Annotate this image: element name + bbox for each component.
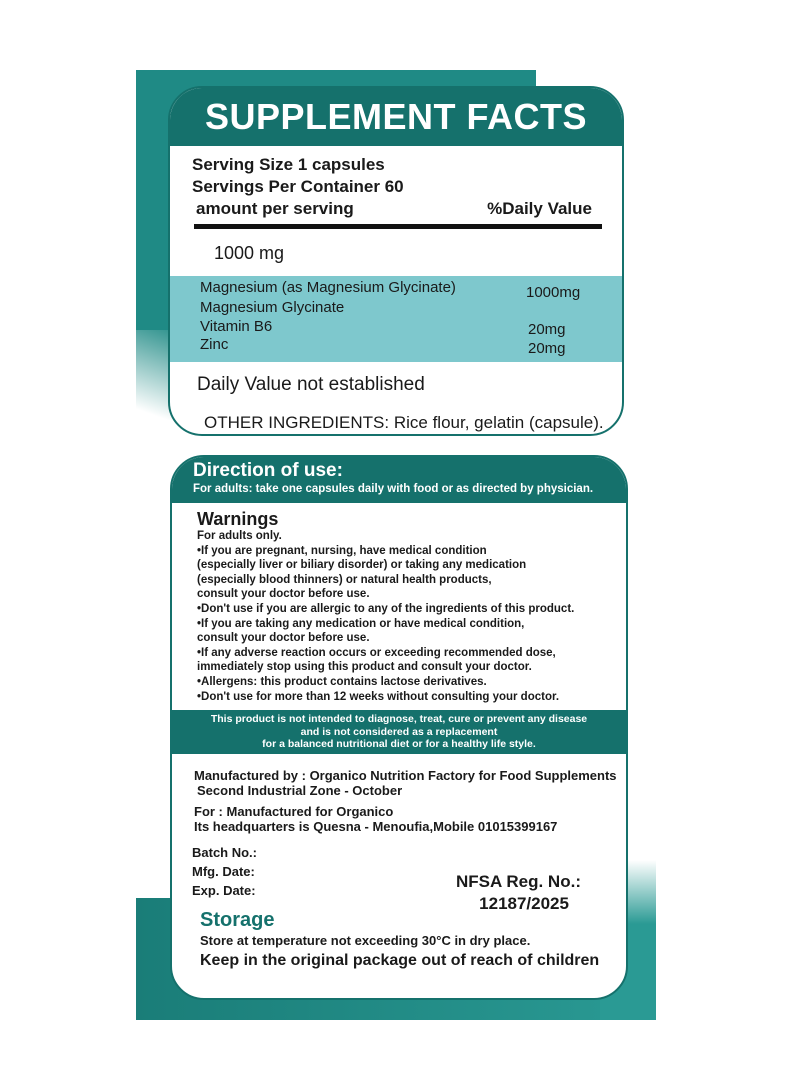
daily-value-header: %Daily Value bbox=[487, 199, 592, 218]
batch-codes bbox=[192, 843, 257, 900]
ingredients-table bbox=[170, 276, 622, 362]
amount-per-serving: amount per serving bbox=[196, 199, 354, 218]
warning-line: (especially liver or biliary disorder) or taking any medication bbox=[197, 559, 527, 572]
warning-line: •If you are pregnant, nursing, have medical condition bbox=[197, 544, 487, 557]
warning-line: immediately stop using this product and consult your doctor. bbox=[197, 661, 532, 674]
daily-value-note: Daily Value not established bbox=[197, 374, 425, 395]
supplement-facts-title: SUPPLEMENT FACTS bbox=[204, 96, 588, 137]
warning-line: •Don't use if you are allergic to any of the ingredients of this product. bbox=[197, 602, 575, 615]
warning-line: •If any adverse reaction occurs or exceeding recommended dose, bbox=[197, 646, 556, 659]
warning-line: •If you are taking any medication or have medical condition, bbox=[197, 617, 525, 630]
ingredient-name: Magnesium (as Magnesium Glycinate) bbox=[200, 279, 456, 296]
storage-children-warning: Keep in the original package out of reach of children bbox=[200, 952, 600, 969]
supplement-facts-header bbox=[170, 88, 622, 146]
ingredient-name: Vitamin B6 bbox=[200, 318, 273, 335]
warnings-section bbox=[172, 503, 626, 704]
storage-section bbox=[200, 909, 599, 972]
directions-text: For adults: take one capsules daily with food or as directed by physician. bbox=[193, 483, 594, 495]
other-ingredients: OTHER INGREDIENTS: Rice flour, gelatin (capsule). bbox=[204, 413, 604, 432]
disclaimer-line: for a balanced nutritional diet or for a healthy life style. bbox=[262, 738, 536, 751]
directions-panel bbox=[170, 455, 628, 1000]
ingredient-value: 20mg bbox=[528, 340, 566, 357]
manufacturer-address: Second Industrial Zone - October bbox=[197, 783, 403, 799]
exp-date-label: Exp. Date: bbox=[192, 883, 256, 898]
supplement-facts-panel bbox=[168, 86, 624, 436]
directions-title: Direction of use: bbox=[193, 460, 343, 481]
servings-per-container: Servings Per Container 60 bbox=[192, 177, 404, 196]
serving-info bbox=[170, 146, 622, 220]
ingredient-value: 20mg bbox=[528, 321, 566, 338]
serving-header-row bbox=[192, 198, 622, 220]
batch-number-label: Batch No.: bbox=[192, 845, 257, 860]
manufacturer-line: Manufactured by : Organico Nutrition Factory for Food Supplements bbox=[194, 767, 617, 783]
headquarters: Its headquarters is Quesna - Menoufia,Mobile 01015399167 bbox=[194, 819, 558, 835]
manufacturer-info bbox=[172, 754, 626, 835]
disclaimer-band bbox=[172, 710, 626, 754]
warning-line: consult your doctor before use. bbox=[197, 632, 370, 645]
disclaimer-line: and is not considered as a replacement bbox=[300, 725, 498, 738]
warning-line: (especially blood thinners) or natural health products, bbox=[197, 573, 492, 586]
nfsa-number: 12187/2025 bbox=[479, 894, 569, 913]
warnings-title: Warnings bbox=[197, 509, 279, 529]
serving-quantity: 1000 mg bbox=[214, 243, 285, 263]
warning-line: •Allergens: this product contains lactose derivatives. bbox=[197, 675, 487, 688]
ingredient-name: Zinc bbox=[200, 336, 229, 353]
warning-line: •Don't use for more than 12 weeks without consulting your doctor. bbox=[197, 690, 560, 703]
warning-line: For adults only. bbox=[197, 530, 282, 542]
disclaimer-line: This product is not intended to diagnose, treat, cure or prevent any disease bbox=[210, 713, 588, 726]
warning-line: consult your doctor before use. bbox=[197, 588, 370, 601]
nfsa-label: NFSA Reg. No.: bbox=[456, 872, 581, 891]
ingredient-name: Magnesium Glycinate bbox=[200, 299, 345, 316]
storage-title: Storage bbox=[200, 909, 275, 931]
ingredient-value: 1000mg bbox=[526, 284, 581, 301]
warnings-list bbox=[197, 529, 626, 704]
manufactured-for: For : Manufactured for Organico bbox=[194, 803, 394, 819]
serving-size: Serving Size 1 capsules bbox=[192, 155, 385, 174]
mfg-date-label: Mfg. Date: bbox=[192, 864, 255, 879]
storage-temperature: Store at temperature not exceeding 30°C in dry place. bbox=[200, 933, 531, 948]
directions-header bbox=[172, 457, 626, 503]
